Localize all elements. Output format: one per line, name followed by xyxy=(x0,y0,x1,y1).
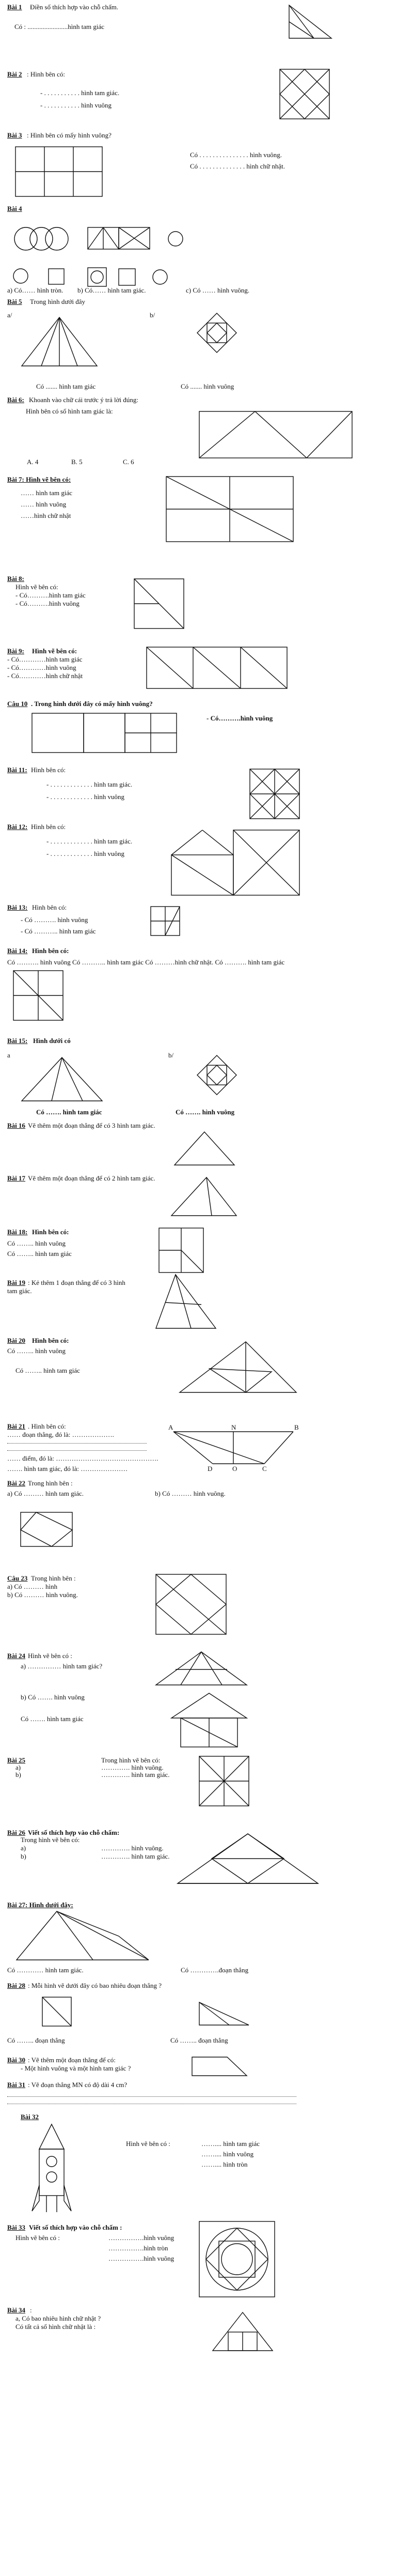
exercise-33 xyxy=(0,2220,413,2298)
exercise-prompt: : Vẽ thêm một đoạn thẳng để có: xyxy=(28,2056,116,2064)
exercise-32 xyxy=(0,2112,413,2215)
exercise-title: Bài 4 xyxy=(7,205,22,212)
answer-line: …….... hình tròn xyxy=(201,2160,248,2168)
point-label: O xyxy=(232,1465,237,1473)
exercise-title: Bài 6: xyxy=(7,396,24,404)
exercise-24 xyxy=(0,1651,413,1754)
question: Hình vẽ bên có : xyxy=(15,2234,60,2242)
exercise-prompt: Trong hình bên : xyxy=(28,1479,73,1487)
exercise-title: Câu 23 xyxy=(7,1574,28,1582)
triangle-figure xyxy=(287,4,333,40)
answer-line: - . . . . . . . . . . . hình tam giác. xyxy=(40,89,120,97)
exercise-title: Bài 24 xyxy=(7,1652,26,1660)
exercise-1 xyxy=(0,0,413,36)
exercise-6 xyxy=(0,395,413,472)
square-cross-figure xyxy=(12,970,64,1021)
answer-line: a) Có ……… hình tam giác. xyxy=(7,1490,84,1497)
answer-line: Có …….. hình tam giác xyxy=(15,1367,80,1374)
exercise-title: Bài 25 xyxy=(7,1756,26,1764)
exercise-prompt: Hình vẽ bên có : xyxy=(28,1652,72,1660)
triangle-fan-figure xyxy=(155,1651,248,1687)
exercise-prompt: Hình bên có: xyxy=(32,947,69,955)
exercise-prompt: Viết số thích hợp vào chỗ chấm: xyxy=(28,1829,120,1836)
exercise-4 xyxy=(0,204,413,297)
exercise-title: Bài 2 xyxy=(7,70,22,78)
exercise-12 xyxy=(0,822,413,899)
answer-line: Có ……. hình tam giác xyxy=(21,1715,84,1723)
choice-a[interactable]: A. 4 xyxy=(27,458,39,466)
exercise-15 xyxy=(0,1036,413,1118)
answer-line: Có . . . . . . . . . . . . . . hình chữ nhật. xyxy=(190,162,285,170)
answer-line: …… đoạn thẳng, đó là: ………………. xyxy=(7,1431,114,1438)
exercise-title: Bài 32 xyxy=(21,2113,39,2121)
answer-line: Có …….. hình tam giác xyxy=(7,1250,72,1258)
exercise-10 xyxy=(0,699,413,761)
answer-line: Có …….. hình vuông xyxy=(7,1239,66,1247)
answer-line: ……hình chữ nhật xyxy=(21,512,71,519)
exercise-prompt: Hình vẽ bên có: xyxy=(32,647,77,655)
square-diagonal-figure xyxy=(41,1996,72,2027)
exercise-28 xyxy=(0,1981,413,2053)
exercise-prompt: Hình dưới có xyxy=(33,1037,71,1045)
exercise-prompt: Vẽ thêm một đoạn thẳng để có 3 hình tam giác. xyxy=(28,1122,155,1129)
answer-line: Có …….. đoạn thẳng xyxy=(7,2036,65,2044)
exercise-23 xyxy=(0,1573,413,1646)
answer-line: - . . . . . . . . . . . . . hình vuông xyxy=(46,850,124,857)
diamond-chain-figure xyxy=(176,1833,320,1884)
square-triangle-figure xyxy=(158,1227,204,1274)
exercise-prompt: Hình bên có: xyxy=(32,1228,69,1236)
answer-line: b) Có ……… hình vuông. xyxy=(7,1591,78,1599)
exercise-title: Bài 17 xyxy=(7,1174,26,1182)
exercise-title: Bài 18: xyxy=(7,1228,28,1236)
exercise-25 xyxy=(0,1755,413,1812)
exercise-prompt: Vẽ thêm một đoạn thẳng để có 2 hình tam giác. xyxy=(28,1174,155,1182)
exercise-prompt: Hình bên có: xyxy=(32,1337,69,1344)
answer-line: - Có……….hình vuông xyxy=(15,600,80,607)
exercise-title: Bài 9: xyxy=(7,647,24,655)
exercise-title: Bài 20 xyxy=(7,1337,26,1344)
point-label: D xyxy=(208,1465,213,1473)
answer-line: a) Có ……… hình xyxy=(7,1583,58,1590)
exercise-title: Bài 27: Hình dưới đây: xyxy=(7,1901,73,1909)
houses-figure xyxy=(170,829,305,896)
answer-line: …… hình vuông xyxy=(21,500,67,508)
exercise-title: Bài 3 xyxy=(7,131,22,139)
answer-line: …………. hình tam giác. xyxy=(101,1771,170,1778)
exercise-title: Bài 1 xyxy=(7,3,22,11)
answer-line: - . . . . . . . . . . . . . hình tam giác. xyxy=(46,837,133,845)
rectangle-triangles-figure xyxy=(198,410,353,459)
exercise-11 xyxy=(0,765,413,822)
answer-line: Có ………… hình tam giác. xyxy=(7,1966,84,1974)
exercise-26 xyxy=(0,1828,413,1890)
rocket-figure xyxy=(31,2123,72,2214)
exercise-title: Bài 16 xyxy=(7,1122,26,1129)
exercise-prompt: : Mỗi hình vẽ dưới đây có bao nhiêu đoạn thẳng ? xyxy=(28,1982,162,1989)
exercise-title: Bài 31 xyxy=(7,2081,26,2089)
exercise-prompt: . Trong hình dưới đây có mấy hình vuông? xyxy=(31,700,153,708)
point-label: N xyxy=(231,1423,236,1431)
square-diamond-figure xyxy=(279,68,330,120)
square-x-figure xyxy=(249,768,300,820)
exercise-31 xyxy=(0,2081,413,2107)
answer-line: - . . . . . . . . . . . hình vuông xyxy=(40,101,112,109)
answer-line: …… hình tam giác xyxy=(21,489,73,497)
exercise-prompt: Điền số thích hợp vào chỗ chấm. xyxy=(30,3,119,11)
exercise-19 xyxy=(0,1274,413,1330)
exercise-prompt: Viết số thích hợp vào chỗ chấm : xyxy=(29,2224,122,2231)
answer-line: Có ……. hình vuông xyxy=(176,1108,235,1116)
answer-line: Có ………. hình vuông Có ……….. hình tam giác Có ………hình chữ nhật. Có ………. hình tam giác xyxy=(7,958,285,966)
square-circle-figure xyxy=(198,2220,276,2298)
point-label: C xyxy=(262,1465,267,1473)
part-label: b/ xyxy=(150,311,155,319)
exercise-prompt: Khoanh vào chữ cái trước ý trả lời đúng: xyxy=(29,396,138,404)
grid-figure xyxy=(14,146,103,197)
squares-row-figure xyxy=(31,712,181,754)
exercise-27 xyxy=(0,1900,413,1977)
exercise-title: Bài 14: xyxy=(7,947,28,955)
answer-line: - Có…………hình vuông xyxy=(7,664,76,671)
answer-line: b) Có…… hình tam giác. xyxy=(77,286,146,294)
exercise-title: Bài 28 xyxy=(7,1982,26,1989)
answer-line: …………….hình vuông xyxy=(108,2255,174,2262)
part-label: a/ xyxy=(7,311,12,319)
exercise-title: Bài 13: xyxy=(7,903,28,911)
answer-line: Có : ........................hình tam giác xyxy=(14,23,105,30)
exercise-16 xyxy=(0,1121,413,1172)
exercise-title: Bài 22 xyxy=(7,1479,26,1487)
exercise-13 xyxy=(0,902,413,944)
answer-line: a) …………… hình tam giác? xyxy=(21,1662,103,1670)
exercise-prompt: . Hình bên có: xyxy=(28,1422,66,1430)
triangle-figure xyxy=(173,1131,235,1167)
part-label: a xyxy=(7,1051,10,1059)
exercise-title: Bài 5 xyxy=(7,298,22,305)
exercise-22 xyxy=(0,1478,413,1551)
answer-line: …………. hình vuông. xyxy=(101,1764,164,1771)
exercise-title: Bài 34 xyxy=(7,2306,26,2314)
exercise-prompt: Hình vẽ bên có: xyxy=(15,583,58,591)
answer-line: …………. hình vuông. xyxy=(101,1844,164,1852)
answer-line: Có ....... hình tam giác xyxy=(36,382,96,390)
answer-line: - . . . . . . . . . . . . . hình vuông xyxy=(46,793,124,801)
square-star-figure xyxy=(198,1755,250,1807)
triangle-fan-figure xyxy=(21,316,98,368)
exercise-prompt: Hình bên có: xyxy=(31,766,66,774)
answer-line: Có ………….đoạn thẳng xyxy=(181,1966,249,1974)
tilted-square-figure xyxy=(15,1509,77,1551)
exercise-title: Bài 15: xyxy=(7,1037,28,1045)
choice-b[interactable]: B. 5 xyxy=(71,458,83,466)
answer-line: - Có…………hình tam giác xyxy=(7,655,83,663)
exercise-title: Bài 8: xyxy=(7,575,24,582)
exercise-prompt: : Vẽ đoạn thẳng MN có độ dài 4 cm? xyxy=(28,2081,128,2089)
answer-line: Có ……. hình tam giác xyxy=(36,1108,102,1116)
answer-line: - Có……….hình tam giác xyxy=(15,591,86,599)
rect-cross-figure xyxy=(165,476,294,543)
answer-line: …….... hình vuông xyxy=(201,2150,254,2158)
part-label: b/ xyxy=(168,1051,174,1059)
square-x-figure xyxy=(155,1573,227,1635)
answer-line: …….... hình tam giác xyxy=(201,2140,260,2148)
exercise-17 xyxy=(0,1173,413,1225)
exercise-prompt: : Kẻ thêm 1 đoạn thẳng để có 3 hình xyxy=(28,1279,125,1286)
point-label: A xyxy=(168,1423,173,1431)
exercise-3 xyxy=(0,130,413,197)
exercise-title: Câu 10 xyxy=(7,700,28,708)
answer-line: - Có…………hình chữ nhật xyxy=(7,672,83,680)
dotted-rule xyxy=(7,2096,296,2097)
house-figure xyxy=(170,1692,248,1749)
question: a, Có bao nhiêu hình chữ nhật ? xyxy=(15,2314,101,2322)
three-squares-figure xyxy=(146,646,290,689)
answer-line: b) Có ……… hình vuông. xyxy=(155,1490,226,1497)
exercise-5 xyxy=(0,297,413,393)
triangle-figure xyxy=(198,2001,250,2027)
exercise-prompt: Hình vẽ bên có : xyxy=(126,2140,170,2148)
exercise-prompt-cont: tam giác. xyxy=(7,1287,32,1295)
exercise-prompt: : Hình bên có mấy hình vuông? xyxy=(27,131,112,139)
exercise-7 xyxy=(0,473,413,546)
part-label: a) xyxy=(15,1764,21,1771)
triangle-lines-figure xyxy=(155,1274,217,1330)
answer-line: …………. hình tam giác. xyxy=(101,1852,170,1860)
triangle-fan-figure xyxy=(21,1056,103,1103)
shapes-row-figure xyxy=(10,219,206,292)
part-label: b) xyxy=(15,1771,21,1778)
exercise-prompt: Trong hình bên : xyxy=(31,1574,76,1582)
answer-line: …………….hình vuông xyxy=(108,2234,174,2242)
dotted-rule xyxy=(7,1450,147,1451)
trapezoid-figure xyxy=(191,2056,248,2077)
question: Trong hình vẽ bên có: xyxy=(21,1836,80,1844)
answer-line: - Có ………. hình vuông xyxy=(21,916,88,924)
exercise-prompt: Trong hình vẽ bên có: xyxy=(101,1756,161,1764)
exercise-2 xyxy=(0,67,413,129)
exercise-8 xyxy=(0,574,413,631)
triangle-figure xyxy=(170,1176,237,1218)
labeled-figure xyxy=(171,1430,295,1466)
answer-line: - Có……….hình vuông xyxy=(206,714,273,722)
exercise-21 xyxy=(0,1421,413,1478)
exercise-prompt: : xyxy=(30,2306,32,2314)
exercise-title: Bài 12: xyxy=(7,823,28,831)
question: Hình bên có số hình tam giác là: xyxy=(26,407,113,415)
small-square-figure xyxy=(150,906,181,937)
answer-line: Có …….. hình vuông xyxy=(7,1347,66,1355)
exercise-title: Bài 21 xyxy=(7,1422,26,1430)
exercise-title: Bài 33 xyxy=(7,2224,26,2231)
answer-line: Có ....... hình vuông xyxy=(181,382,234,390)
answer-line: …………….hình tròn xyxy=(108,2244,168,2252)
exercise-title: Bài 11: xyxy=(7,766,27,774)
answer-line: - Có ……….. hình tam giác xyxy=(21,927,96,935)
exercise-30 xyxy=(0,2055,413,2081)
exercise-14 xyxy=(0,946,413,1023)
point-label: B xyxy=(294,1423,299,1431)
answer-line: ……. hình tam giác, đó là: ………………… xyxy=(7,1465,128,1473)
exercise-title: Bài 30 xyxy=(7,2056,26,2064)
triangle-rectangles-figure xyxy=(212,2311,274,2353)
exercise-prompt: Hình bên có: xyxy=(31,823,66,831)
answer-line: Có tất cả số hình chữ nhật là : xyxy=(15,2323,96,2330)
exercise-9 xyxy=(0,646,413,698)
exercise-34 xyxy=(0,2303,413,2355)
answer-line: b) Có ……. hình vuông xyxy=(21,1693,85,1701)
dotted-rule xyxy=(7,1443,147,1444)
answer-line: - Một hình vuông và một hình tam giác ? xyxy=(21,2064,131,2072)
exercise-prompt: Hình bên có: xyxy=(32,903,67,911)
answer-line: …… điểm, đó là: ………………………………………. xyxy=(7,1454,158,1462)
nested-squares-figure xyxy=(196,312,237,354)
answer-line: c) Có …… hình vuông. xyxy=(186,286,250,294)
square-diagonal-figure xyxy=(133,578,185,630)
answer-line: Có . . . . . . . . . . . . . . . hình vuông. xyxy=(190,151,282,159)
kite-figure xyxy=(179,1341,297,1398)
answer-line: a) Có…… hình tròn. xyxy=(7,286,63,294)
part-label: b) xyxy=(21,1852,26,1860)
exercise-prompt: : Hình bên có: xyxy=(27,70,66,78)
exercise-18 xyxy=(0,1227,413,1274)
exercise-20 xyxy=(0,1336,413,1398)
exercise-title: Bài 19 xyxy=(7,1279,26,1286)
choice-c[interactable]: C. 6 xyxy=(123,458,134,466)
nested-squares-figure xyxy=(196,1054,237,1096)
exercise-title: Bài 7: Hình vẽ bên có: xyxy=(7,476,71,483)
answer-line: - . . . . . . . . . . . . . hình tam giác. xyxy=(46,780,133,788)
exercise-prompt: Trong hình dưới đây xyxy=(30,298,85,305)
part-label: a) xyxy=(21,1844,26,1852)
answer-line: Có …….. đoạn thẳng xyxy=(170,2036,228,2044)
exercise-title: Bài 26 xyxy=(7,1829,26,1836)
triangle-lines-figure xyxy=(15,1910,150,1962)
